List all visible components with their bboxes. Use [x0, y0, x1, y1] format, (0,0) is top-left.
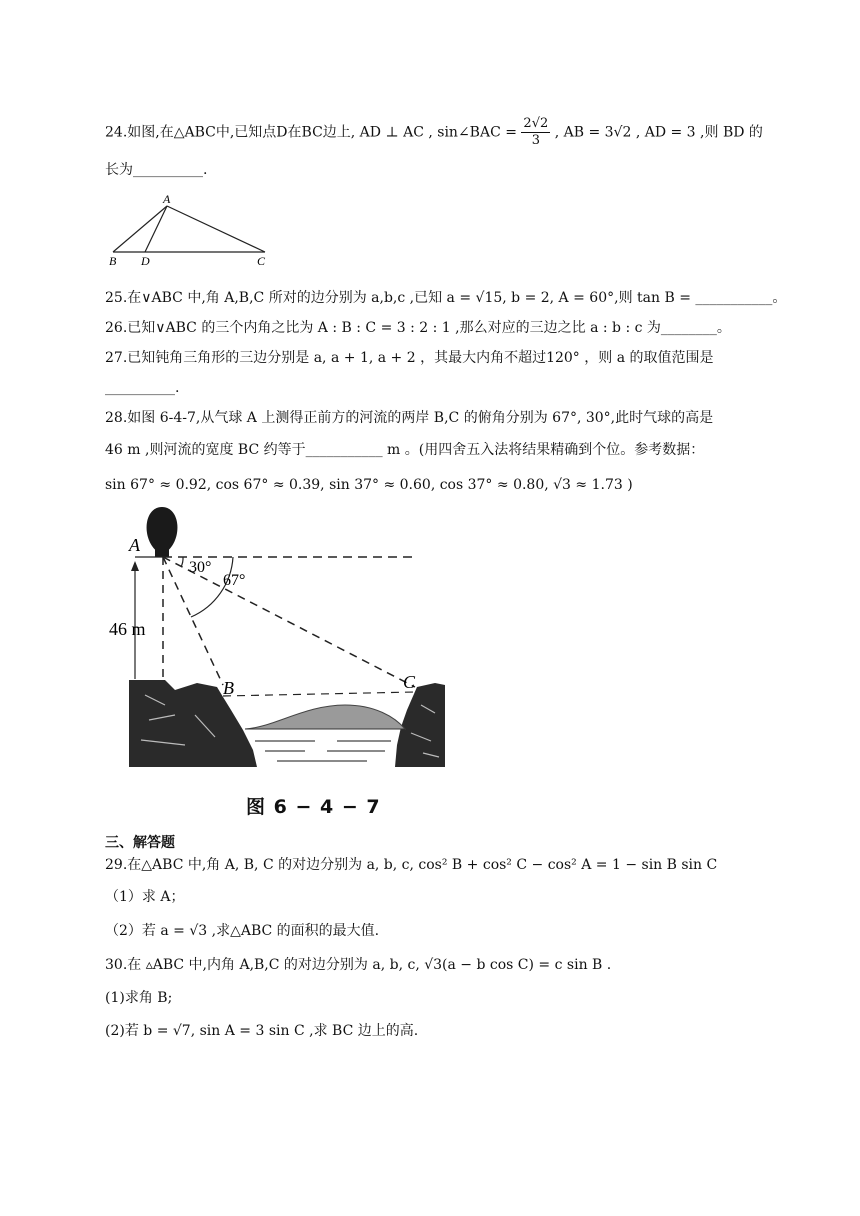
q24-label-c: C	[257, 254, 266, 268]
bank-label-c: C	[403, 672, 416, 692]
q29-line1: 29.在△ABC 中,角 A, B, C 的对边分别为 a, b, c, cos² B + cos² C − cos² A = 1 − sin B sin C	[105, 857, 718, 873]
q28-line1: 28.如图 6-4-7,从气球 A 上测得正前方的河流的两岸 B,C 的俯角分别为 67°, 30°,此时气球的高是	[105, 410, 714, 426]
section-heading: 三、解答题	[105, 835, 175, 851]
q26-line: 26.已知∨ABC 的三个内角之比为 A : B : C = 3 : 2 : 1 ,那么对应的三边之比 a : b : c 为________。	[105, 320, 731, 336]
angle-67-label: 67°	[223, 572, 246, 589]
balloon-river-figure	[105, 505, 445, 825]
q27-line2: __________.	[105, 380, 180, 396]
q27-line1: 27.已知钝角三角形的三边分别是 a, a + 1, a + 2 ，其最大内角不超过120° ，则 a 的取值范围是	[105, 350, 714, 366]
figure-caption: 图 6 − 4 − 7	[246, 796, 381, 818]
q24-label-d: D	[141, 254, 150, 268]
q24-triangle-figure	[105, 192, 285, 268]
q24-line1	[105, 116, 763, 149]
q24-label-a: A	[163, 192, 171, 206]
q24-fraction	[521, 116, 550, 149]
q24-frac-numerator: 2√2	[523, 116, 549, 131]
q29-sub2: （2）若 a = √3 ,求△ABC 的面积的最大值.	[105, 923, 380, 939]
bank-label-b: B	[223, 678, 234, 698]
angle-30-label: 30°	[189, 559, 212, 576]
q30-sub1: (1)求角 B;	[105, 990, 173, 1006]
q28-line2: 46 m ,则河流的宽度 BC 约等于___________ m 。(用四舍五入法将结果精确到个位。参考数据：	[105, 442, 705, 458]
q30-sub2: (2)若 b = √7, sin A = 3 sin C ,求 BC 边上的高.	[105, 1023, 419, 1039]
height-label: 46 m	[109, 619, 146, 639]
q24-text-a: 24.如图,在△ABC中,已知点D在BC边上, AD ⊥ AC , sin∠BAC =	[105, 124, 517, 141]
q28-line3: sin 67° ≈ 0.92, cos 67° ≈ 0.39, sin 37° ≈ 0.60, cos 37° ≈ 0.80, √3 ≈ 1.73 )	[105, 477, 633, 493]
q29-sub1: （1）求 A；	[105, 889, 185, 905]
q24-label-b: B	[109, 254, 117, 268]
far-hill	[245, 705, 405, 729]
balloon-label-a: A	[129, 535, 140, 555]
q24-line2: 长为__________.	[105, 162, 208, 178]
q24-frac-denominator: 3	[531, 133, 540, 148]
right-bank	[395, 683, 445, 767]
left-bank	[129, 680, 257, 767]
q30-line1: 30.在 ▵ABC 中,内角 A,B,C 的对边分别为 a, b, c, √3(a − b cos C) = c sin B .	[105, 957, 612, 973]
q24-text-b: , AB = 3√2 , AD = 3 ,则 BD 的	[554, 124, 763, 141]
q25-line: 25.在∨ABC 中,角 A,B,C 所对的边分别为 a,b,c ,已知 a = √15, b = 2, A = 60°,则 tan B = ___________。	[105, 290, 787, 306]
